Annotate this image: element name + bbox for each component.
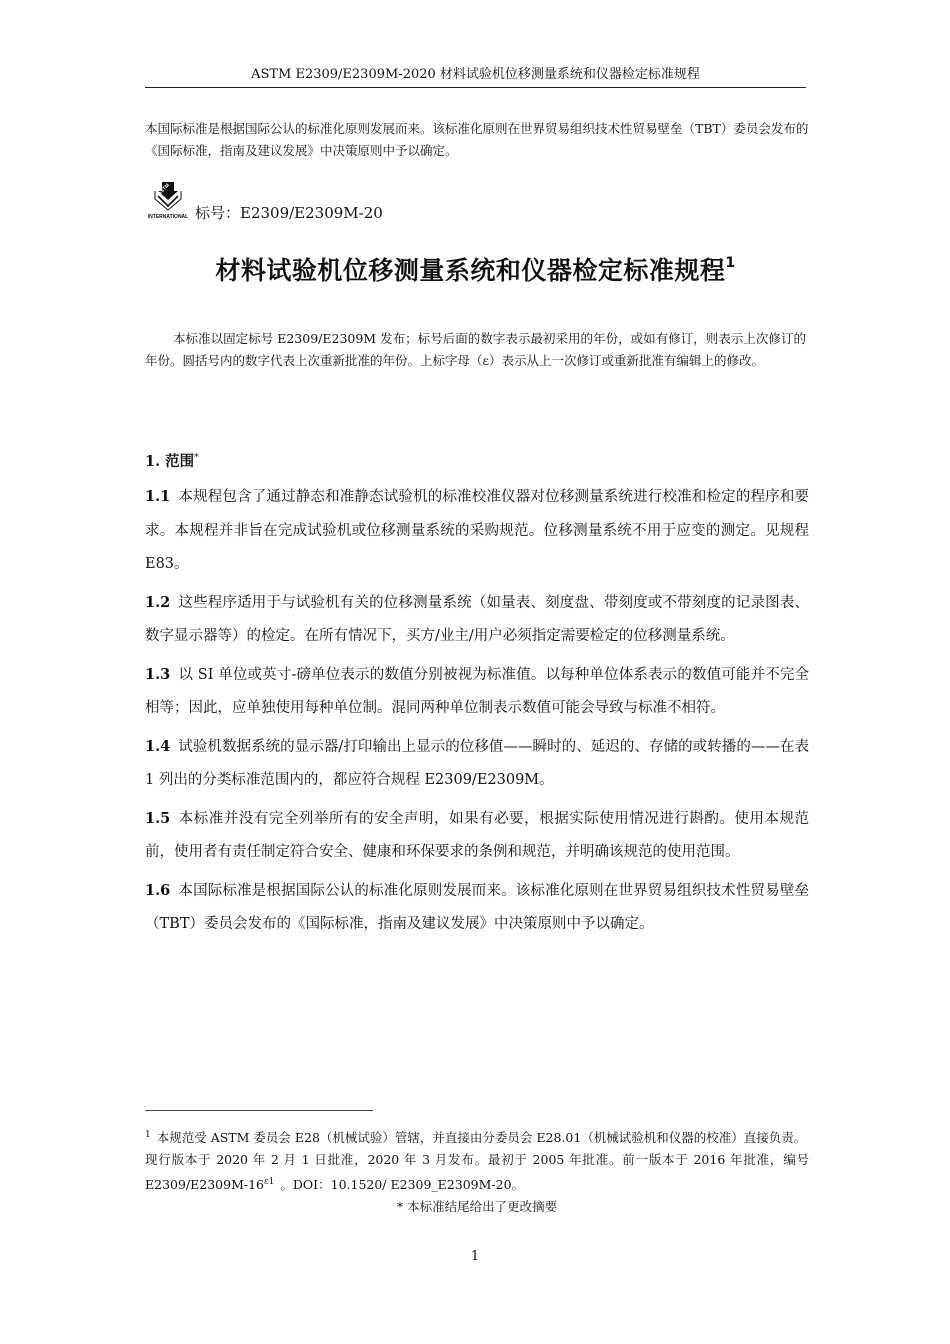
running-header: ASTM E2309/E2309M-2020 材料试验机位移测量系统和仪器检定标准规程 [251, 67, 700, 82]
clause-text: 本标准并没有完全列举所有的安全声明，如果有必要，根据实际使用情况进行斟酌。使用本规范前，使用者有责任制定符合安全、健康和环保要求的条例和规范，并明确该规范的使用范围。 [145, 810, 809, 860]
clause [145, 658, 809, 726]
section-heading [145, 448, 199, 472]
clause-number: 1.6 [145, 881, 171, 899]
footnote-1 [145, 1124, 809, 1149]
clause-text: 以 SI 单位或英寸-磅单位表示的数值分别被视为标准值。以每种单位体系表示的数值可能并不完全相等；因此，应单独使用每种单位制。混同两种单位制表示数值可能会导致与标准不相符。 [145, 666, 809, 716]
clause-number: 1.1 [145, 488, 171, 505]
clause-list [145, 480, 809, 942]
document-title-text: 材料试验机位移测量系统和仪器检定标准规程 [215, 256, 726, 285]
footnote-marker: 1 [145, 1130, 151, 1140]
clause [145, 730, 809, 798]
clause-text: 本国际标准是根据国际公认的标准化原则发展而来。该标准化原则在世界贸易组织技术性贸易壁垒（TBT）委员会发布的《国际标准，指南及建议发展》中决策原则中予以确定。 [145, 882, 809, 932]
footnotes [145, 1124, 809, 1218]
footnote-rule [145, 1110, 373, 1111]
astm-logo [145, 180, 191, 220]
footnote-version-text: 现行版本于 2020 年 2 月 1 日批准，2020 年 3 月发布。最初于 2005 年批准。前一版本于 2016 年批准，编号 E2309/E2309M-16 [145, 1152, 809, 1192]
designation: 标号：E2309/E2309M-20 [195, 204, 383, 222]
clause-number: 1.4 [145, 737, 171, 755]
clause [145, 874, 809, 942]
logo-text: ASTM [156, 182, 171, 197]
section-heading-marker: * [194, 453, 199, 463]
page-number: 1 [470, 1249, 480, 1264]
clause-number: 1.2 [145, 593, 171, 611]
clause-text: 本规程包含了通过静态和准静态试验机的标准校准仪器对位移测量系统进行校准和检定的程序和要求。本规程并非旨在完成试验机或位移测量系统的采购规范。位移测量系统不用于应变的测定。见规程 E83。 [145, 489, 809, 572]
title-footnote-ref: 1 [725, 255, 736, 271]
logo-subtext: INTERNATIONAL [147, 214, 189, 220]
clause-text: 这些程序适用于与试验机有关的位移测量系统（如量表、刻度盘、带刻度或不带刻度的记录图表、数字显示器等）的检定。在所有情况下，买方/业主/用户必须指定需要检定的位移测量系统。 [145, 594, 809, 644]
changes-note: * 本标准结尾给出了更改摘要 [396, 1199, 558, 1214]
footnote-version-sup: ε1 [264, 1177, 275, 1187]
clause [145, 480, 809, 582]
clause-number: 1.3 [145, 665, 171, 683]
clause [145, 802, 809, 870]
intro-note: 本国际标准是根据国际公认的标准化原则发展而来。该标准化原则在世界贸易组织技术性贸易壁垒（TBT）委员会发布的《国际标准，指南及建议发展》中决策原则中予以确定。 [145, 121, 809, 158]
standard-note: 本标准以固定标号 E2309/E2309M 发布；标号后面的数字表示最初采用的年份，或如有修订，则表示上次修订的年份。圆括号内的数字代表上次重新批准的年份。上标字母（ε）表示从上一次修订或重新批准有编辑上的修改。 [145, 331, 806, 368]
footnote-1-text: 本规范受 ASTM 委员会 E28（机械试验）管辖，并直接由分委员会 E28.01（机械试验机和仪器的校准）直接负责。 [156, 1130, 807, 1145]
document-title [145, 246, 806, 288]
clause-text: 试验机数据系统的显示器/打印输出上显示的位移值——瞬时的、延迟的、存储的或转播的——在表 1 列出的分类标准范围内的，都应符合规程 E2309/E2309M。 [145, 738, 809, 788]
footnote-version-doi: 。DOI：10.1520/ E2309_E2309M-20。 [280, 1177, 525, 1192]
header-rule [145, 87, 806, 88]
clause [145, 586, 809, 654]
clause-number: 1.5 [145, 809, 171, 827]
section-heading-text: 1. 范围 [145, 453, 195, 470]
footnote-version [145, 1149, 809, 1196]
